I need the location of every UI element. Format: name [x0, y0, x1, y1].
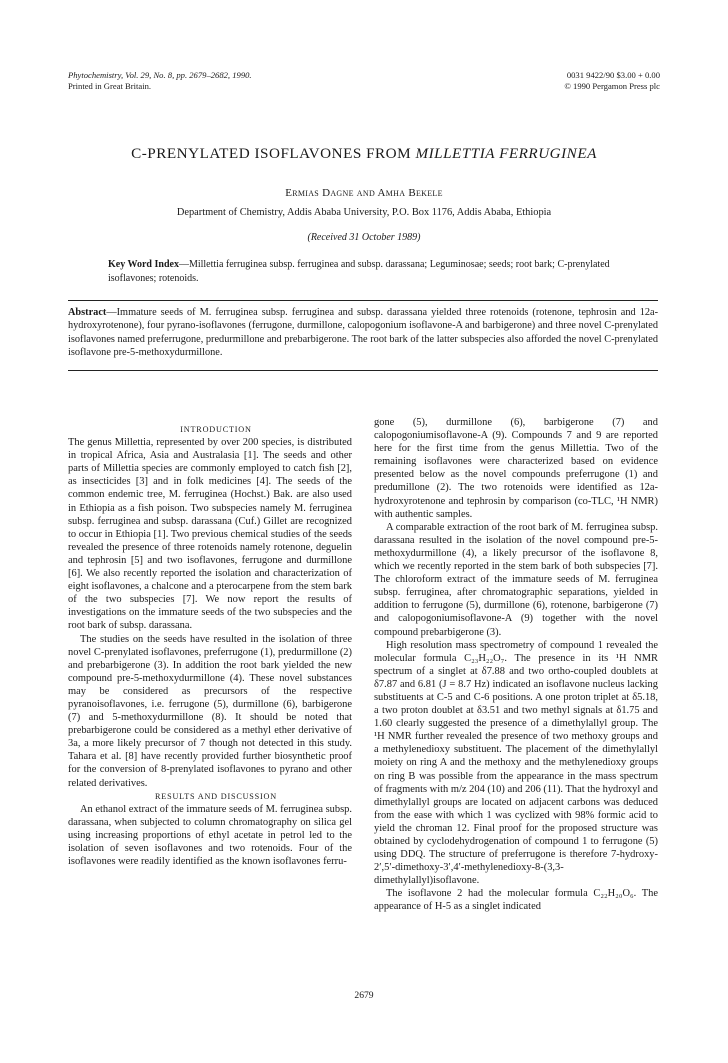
printed-in: Printed in Great Britain. [68, 81, 152, 91]
right-paragraph-2: A comparable extraction of the root bark of M. ferruginea subsp. darassana resulted in the isolation of the novel compound pre-5-methoxydurmillone (4), a likely precursor of the isoflavone 8, which we recently reported in the stem bark of both subspecies [7]. The chloroform extract of the immature seeds of M. ferruginea subsp. ferruginea, after chromatographic separations, yielded in addition to ferrugone (5), durmillone (6), rotenone, barbigerone (7) and calopogoniumisoflavone-A (9) together with the novel compound prebarbigerone (3). [374, 521, 658, 638]
abstract [68, 306, 658, 360]
page-number: 2679 [354, 990, 374, 1001]
intro-paragraph-1: The genus Millettia, represented by over 200 species, is distributed in tropical Africa, Asia and Australasia [1]. The seeds and other parts of Millettia species are commonly employed to catch fish [2], as insecticides [3] and in folk medicines [4]. The seeds of the common endemic tree, M. ferruginea (Hochst.) Bak. are also used in Ethiopia as a fish poison. Two subspecies namely M. ferruginea subsp. ferruginea and subsp. darassana (Cuf.) Gillet are recognized to occur in Ethiopia [1]. Two previous chemical studies of the seeds revealed the presence of three rotenoids namely rotenone, deguelin and tephrosin [5] and two isoflavones, ferrugone and durmillone [6]. We also recently reported the isolation and characterization of eight isoflavones, a chalcone and a pterocarpene from the stem bark of the two subspecies [7]. We now report the results of investigations on the immature seeds of the two subspecies and the root bark of subsp. darassana. [68, 437, 352, 632]
title-species: MILLETTIA FERRUGINEA [415, 145, 597, 162]
intro-paragraph-2: The studies on the seeds have resulted in the isolation of three novel C-prenylated isoflavones, preferrugone (1), predurmillone (2) and prebarbigerone (3). In addition the root bark yielded the new compound pre-5-methoxydurmillone (4). These novel substances may be considered as precursors of the respective pyranoisoflavones, i.e. ferrugone (5), durmillone (6), barbigerone (7) and 5-methoxydurmillone (8). It should be noted that prebarbigerone could be considered as a methyl ether derivative of 3a, a more likely precursor of 7 though not detected in this study. Tahara et al. [8] have recently provided further biosynthetic proof for the conversion of 8-prenylated isoflavones to pyrano and other related derivatives. [68, 633, 352, 789]
received-date: (Received 31 October 1989) [307, 232, 421, 243]
right-paragraph-1: gone (5), durmillone (6), barbigerone (7) and calopogoniumisoflavone-A (9). Compounds 7 and 9 are reported here for the first time from the genus Millettia. Two of the remaining isoflavones were characterized based on evidence presented below as the novel compounds preferrugone (1) and predumillone (2). The two rotenoids were identified as 12a-hydroxyrotenone and tephrosin by comparison (co-TLC, ¹H NMR) with authentic samples. [374, 417, 658, 520]
abstract-top-rule [68, 300, 658, 301]
results-paragraph-1: An ethanol extract of the immature seeds of M. ferruginea subsp. darassana, when subjected to column chromatography on silica gel using increasing proportions of ethyl acetate in petrol led to the isolation of seven isoflavones and two rotenoids. Four of the isoflavones were readily identified as the known isoflavones ferru- [68, 803, 352, 868]
keyword-label: Key Word Index [108, 259, 179, 270]
right-paragraph-3: High resolution mass spectrometry of compound 1 revealed the molecular formula C₂₃H₂₂O₇. The presence in its ¹H NMR spectrum of a singlet at δ7.88 and two ortho-coupled doublets at δ7.87 and 6.81 (J = 8.7 Hz) indicated an isoflavone nucleus lacking substituents at C-5 and C-6 positions. A one proton triplet at δ5.18, a two proton doublet at δ3.51 and two methyl signals at δ1.75 and 1.60 clearly suggested the presence of a dimethylallyl group. The ¹H NMR further revealed the presence of two methoxy groups and a methylenedioxy substituent. The placement of the dimethylallyl moiety on ring A and the methoxy and the methylenedioxy groups on ring B was possible from the appearance in the mass spectrum of fragments with m/z 204 (10) and 206 (11). That the hydroxyl and dimethylallyl groups are located on adjacent carbons was deduced from the ease with which 1 was cyclized with 98% formic acid to yield the chroman 12. Final proof for the proposed structure was obtained by cyclodehydrogenation of compound 1 to ferrugone (5) using DDQ. The structure of preferrugone is therefore 7-hydroxy-2′,5′-dimethoxy-3′,4′-methylenedioxy-8-(3,3-dimethylallyl)isoflavone. [374, 639, 658, 887]
section-heading-introduction: INTRODUCTION [180, 425, 252, 434]
left-column [68, 395, 352, 868]
journal-header-right [564, 70, 660, 92]
right-column [374, 416, 658, 914]
issn-price: 0031 9422/90 $3.00 + 0.00 [566, 70, 660, 80]
abstract-label: Abstract [68, 307, 107, 318]
abstract-text: —Immature seeds of M. ferruginea subsp. ferruginea and subsp. darassana yielded three rotenoids (rotenone, tephrosin and 12a-hydroxyrotenone), four pyrano-isoflavones (ferrugone, durmillone, calopogonium isoflavone-A and barbigerone) and three novel C-prenylated isoflavones named preferrugone, predurmillone and prebarbigerone. The root bark of the latter subspecies also afforded the novel C-prenylated isoflavone pre-5-methoxydurmillone. [68, 307, 658, 359]
keyword-index [108, 258, 628, 285]
keyword-text: —Millettia ferruginea subsp. ferruginea and subsp. darassana; Leguminosae; seeds; root bark; C-prenylated isoflavones; rotenoids. [108, 259, 610, 284]
title-main: C-PRENYLATED ISOFLAVONES FROM [131, 145, 416, 162]
journal-citation: Phytochemistry, Vol. 29, No. 8, pp. 2679–2682, 1990. [68, 70, 252, 80]
affiliation: Department of Chemistry, Addis Ababa University, P.O. Box 1176, Addis Ababa, Ethiopia [176, 207, 552, 218]
abstract-bottom-rule [68, 370, 658, 371]
journal-header-left [68, 70, 252, 92]
authors: Ermias Dagne and Amha Bekele [285, 187, 443, 199]
article-title [0, 145, 728, 163]
copyright: © 1990 Pergamon Press plc [564, 81, 660, 91]
section-heading-results: RESULTS AND DISCUSSION [155, 791, 277, 801]
right-paragraph-4: The isoflavone 2 had the molecular formula C₂₂H₂₀O₆. The appearance of H-5 as a singlet indicated [374, 888, 658, 913]
